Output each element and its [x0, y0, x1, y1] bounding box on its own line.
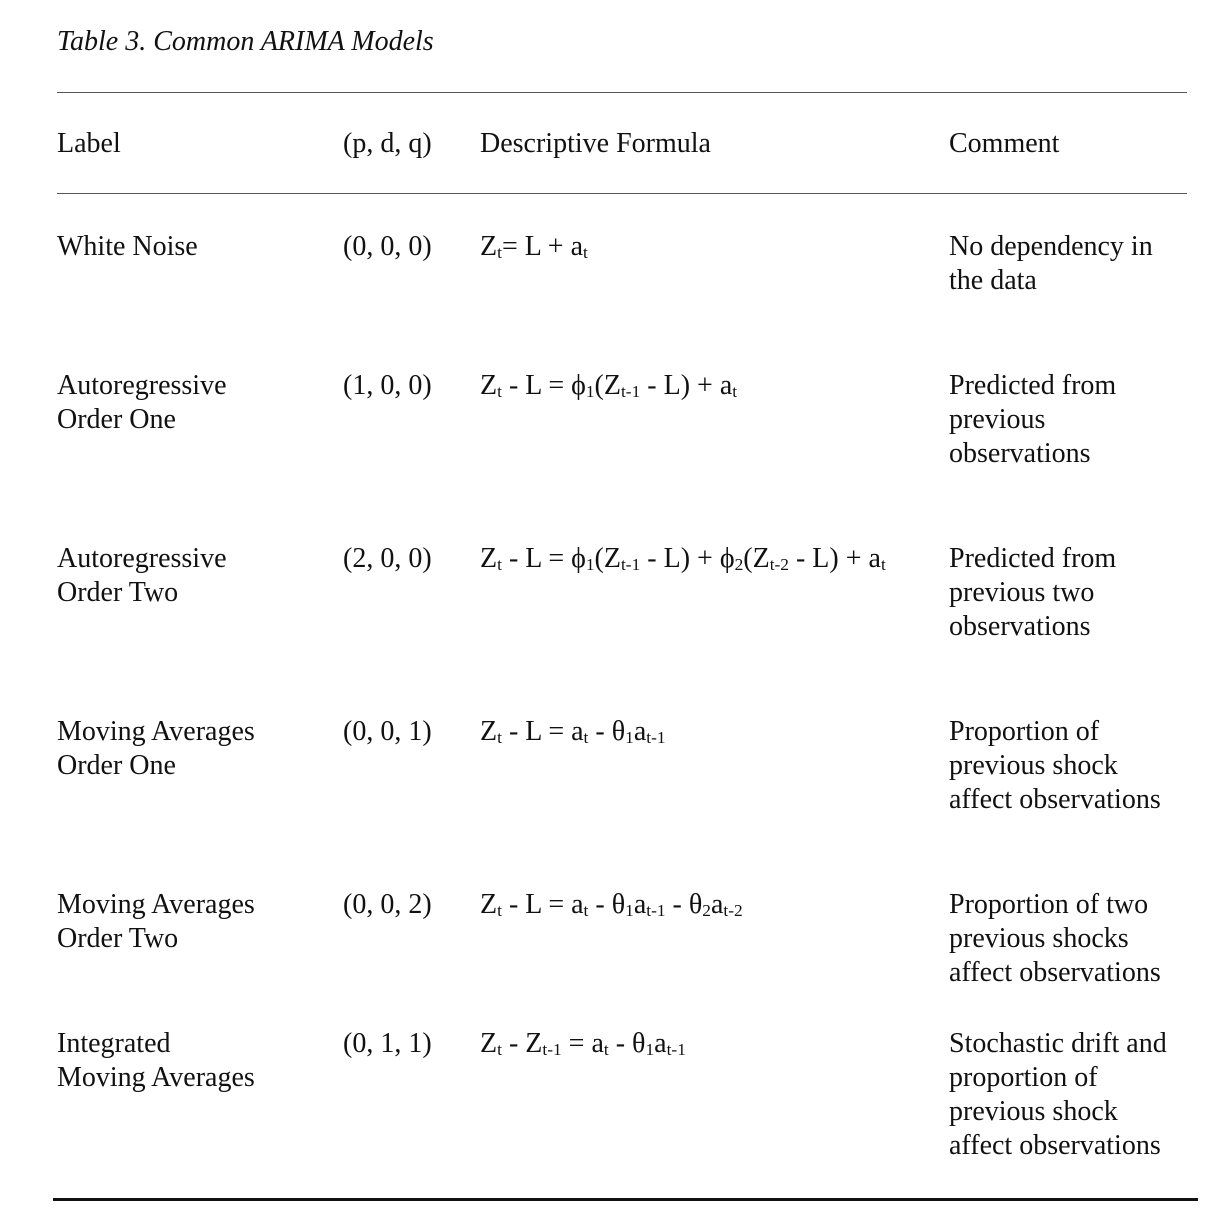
formula-subscript: t-1: [620, 382, 641, 402]
formula-subscript: 1: [585, 555, 595, 575]
formula-text: Z: [480, 370, 498, 401]
header-comment: Comment: [949, 128, 1060, 159]
row-pdq: (1, 0, 0): [343, 370, 432, 401]
formula-text: - L) + a: [640, 370, 733, 401]
formula-text: (Z: [594, 370, 621, 401]
formula-text: - L) + a: [788, 543, 881, 574]
formula-text: - Z: [501, 1028, 543, 1059]
formula-text: a: [633, 889, 647, 920]
formula-subscript: t-1: [646, 728, 666, 748]
formula-subscript: t-2: [723, 901, 743, 921]
formula-text: Z: [480, 1028, 498, 1059]
formula-subscript: t: [497, 728, 502, 748]
formula-subscript: 1: [625, 728, 634, 748]
formula-text: Z: [480, 231, 498, 262]
row-comment: Predicted from previous observations: [949, 370, 1117, 469]
row-label: Integrated Moving Averages: [57, 1028, 255, 1093]
row-comment: Stochastic drift and proportion of previous shock affect observations: [949, 1028, 1167, 1161]
formula-text: Z: [480, 543, 498, 574]
row-pdq: (0, 1, 1): [343, 1028, 432, 1059]
formula-text: (Z: [594, 543, 621, 574]
formula-text: = a: [561, 1028, 604, 1059]
formula-subscript: t: [497, 1040, 502, 1060]
row-formula: [480, 888, 940, 922]
top-rule: [57, 92, 1187, 93]
formula-subscript: t-1: [620, 555, 641, 575]
row-label: Autoregressive Order Two: [57, 543, 227, 608]
formula-subscript: 1: [585, 382, 595, 402]
formula-text: - L = a: [501, 889, 584, 920]
formula-text: - L) + ϕ: [640, 543, 735, 574]
formula-subscript: t: [603, 1040, 609, 1060]
row-label: White Noise: [57, 231, 198, 262]
row-comment: Predicted from previous two observations: [949, 543, 1117, 642]
formula-subscript: 2: [702, 901, 711, 921]
formula-subscript: t: [583, 728, 589, 748]
row-pdq: (2, 0, 0): [343, 543, 432, 574]
row-comment: Proportion of previous shock affect observations: [949, 716, 1161, 815]
formula-text: - L = a: [501, 716, 584, 747]
formula-subscript: t: [732, 382, 738, 402]
row-pdq: (0, 0, 0): [343, 231, 432, 262]
formula-text: a: [633, 716, 647, 747]
row-formula: [480, 230, 940, 264]
formula-text: (Z: [743, 543, 770, 574]
bottom-rule: [53, 1198, 1198, 1201]
row-pdq: (0, 0, 1): [343, 716, 432, 747]
formula-text: - L = ϕ: [501, 543, 586, 574]
formula-subscript: t-1: [666, 1040, 686, 1060]
formula-text: Z: [480, 716, 498, 747]
formula-text: - θ: [608, 1028, 646, 1059]
formula-subscript: t-1: [542, 1040, 562, 1060]
formula-text: - L = ϕ: [501, 370, 586, 401]
row-formula: [480, 1027, 940, 1061]
formula-subscript: t: [880, 555, 886, 575]
table-caption: Table 3. Common ARIMA Models: [57, 26, 434, 57]
formula-subscript: 2: [734, 555, 744, 575]
header-rule: [57, 193, 1187, 194]
row-formula: [480, 715, 940, 749]
row-label: Autoregressive Order One: [57, 370, 227, 435]
formula-text: = L + a: [501, 231, 584, 262]
row-formula: [480, 542, 940, 576]
formula-text: - θ: [665, 889, 703, 920]
formula-subscript: 1: [645, 1040, 655, 1060]
row-formula: [480, 369, 940, 403]
row-label: Moving Averages Order One: [57, 716, 255, 781]
formula-subscript: t: [497, 901, 502, 921]
header-pdq: (p, d, q): [343, 128, 432, 159]
formula-text: - θ: [588, 716, 626, 747]
formula-text: Z: [480, 889, 498, 920]
row-pdq: (0, 0, 2): [343, 889, 432, 920]
row-comment: Proportion of two previous shocks affect observations: [949, 889, 1161, 988]
header-label: Label: [57, 128, 121, 159]
row-comment: No dependency in the data: [949, 231, 1153, 296]
row-label: Moving Averages Order Two: [57, 889, 255, 954]
formula-text: a: [654, 1028, 667, 1059]
formula-subscript: t: [583, 243, 588, 263]
formula-subscript: t-1: [646, 901, 666, 921]
formula-subscript: t-2: [769, 555, 789, 575]
formula-subscript: 1: [625, 901, 634, 921]
header-formula: Descriptive Formula: [480, 128, 711, 159]
formula-subscript: t: [497, 555, 502, 575]
formula-subscript: t: [497, 243, 502, 263]
formula-text: - θ: [588, 889, 626, 920]
formula-text: a: [710, 889, 724, 920]
formula-subscript: t: [583, 901, 589, 921]
formula-subscript: t: [497, 382, 502, 402]
